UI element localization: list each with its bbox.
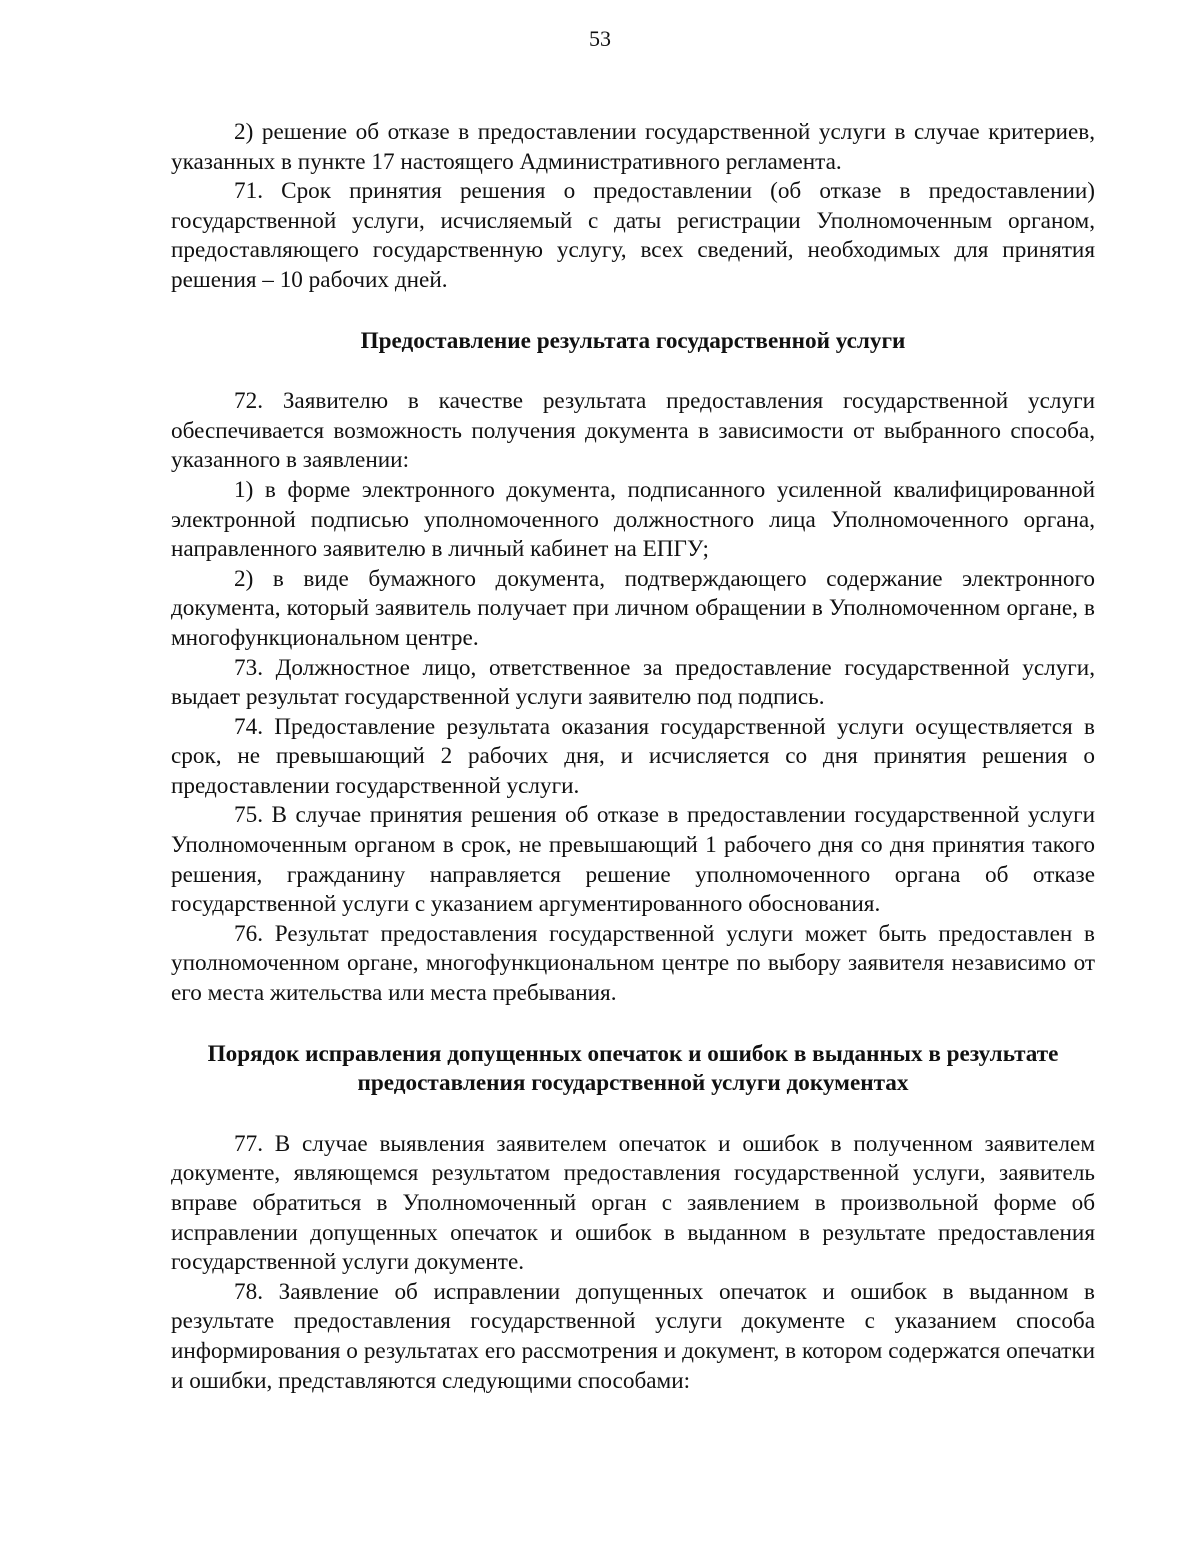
- paragraph-77: 77. В случае выявления заявителем опечаток и ошибок в полученном заявителем документе, являющемся результатом предоставления государственной услуги, заявитель вправе обратиться в Уполномоченный орган с заявлением в произвольной форме об исправлении допущенных опечаток и ошибок в выданном в результате предоставления государственной услуги документе.: [171, 1130, 1095, 1276]
- paragraph-72-1: 1) в форме электронного документа, подписанного усиленной квалифицированной электронной подписью уполномоченного должностного лица Уполномоченного органа, направленного заявителю в личный кабинет на ЕПГУ;: [171, 476, 1095, 563]
- page-number: 53: [589, 26, 611, 51]
- paragraph-72: 72. Заявителю в качестве результата предоставления государственной услуги обеспечивается возможность получения документа в зависимости от выбранного способа, указанного в заявлении:: [171, 388, 1095, 474]
- paragraph-76: 76. Результат предоставления государственной услуги может быть предоставлен в уполномоченном органе, многофункциональном центре по выбору заявителя независимо от его места жительства или места пребывания.: [171, 920, 1095, 1007]
- section-heading-corrections: Порядок исправления допущенных опечаток и ошибок в выданных в результате предоставления государственной услуги документах: [207, 1040, 1059, 1097]
- paragraph-74: 74. Предоставление результата оказания государственной услуги осуществляется в срок, не превышающий 2 рабочих дня, и исчисляется со дня принятия решения о предоставлении государственной услуги.: [171, 713, 1095, 799]
- paragraph-78: 78. Заявление об исправлении допущенных опечаток и ошибок в выданном в результате предоставления государственной услуги документе с указанием способа информирования о результатах его рассмотрения и документ, в котором содержатся опечатки и ошибки, представляются следующими способами:: [171, 1278, 1095, 1394]
- paragraph-72-2: 2) в виде бумажного документа, подтверждающего содержание электронного документа, который заявитель получает при личном обращении в Уполномоченном органе, в многофункциональном центре.: [171, 565, 1095, 651]
- paragraph-70-2: 2) решение об отказе в предоставлении государственной услуги в случае критериев, указанных в пункте 17 настоящего Административного регламента.: [171, 119, 1095, 175]
- document-body: [171, 118, 1095, 1396]
- paragraph-71: 71. Срок принятия решения о предоставлении (об отказе в предоставлении) государственной услуги, исчисляемый с даты регистрации Уполномоченным органом, предоставляющего государственную услугу, всех сведений, необходимых для принятия решения – 10 рабочих дней.: [171, 178, 1095, 293]
- paragraph-75: 75. В случае принятия решения об отказе в предоставлении государственной услуги Уполномоченным органом в срок, не превышающий 1 рабочего дня со дня принятия такого решения, гражданину направляется решение уполномоченного органа об отказе государственной услуги с указанием аргументированного обоснования.: [171, 802, 1095, 918]
- section-heading-result: Предоставление результата государственной услуги: [360, 327, 906, 354]
- paragraph-73: 73. Должностное лицо, ответственное за предоставление государственной услуги, выдает результат государственной услуги заявителю под подпись.: [171, 654, 1095, 711]
